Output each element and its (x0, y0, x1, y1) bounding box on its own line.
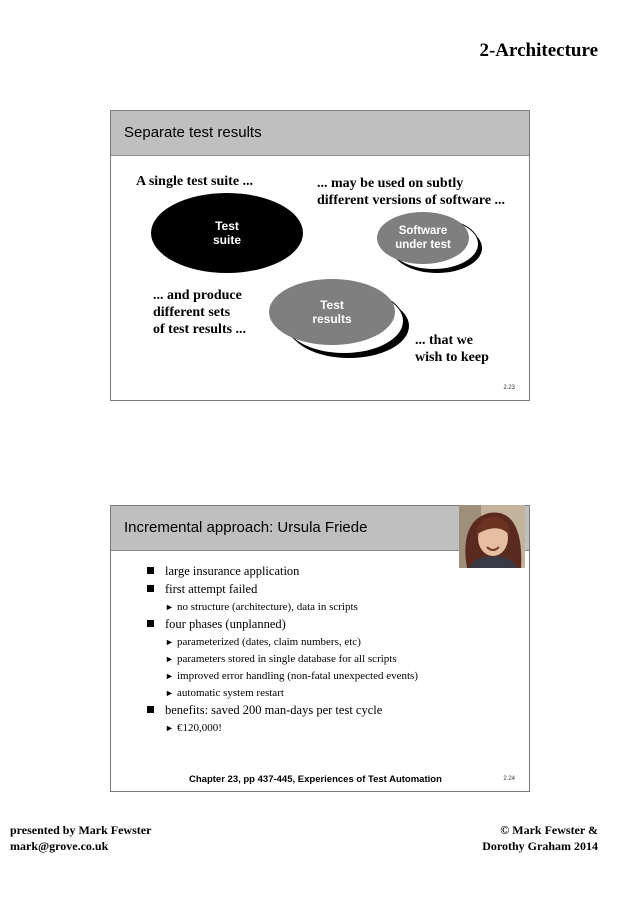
results-label: Test results (312, 298, 352, 326)
bullet-text: no structure (architecture), data in scripts (177, 601, 358, 613)
bullet-text: benefits: saved 200 man-days per test cycle (165, 703, 383, 717)
bullet-item (147, 582, 507, 597)
caption-single-suite: A single test suite ... (136, 174, 254, 189)
bullet-text: automatic system restart (177, 687, 284, 699)
bullet-text: first attempt failed (165, 582, 258, 596)
square-bullet-icon (147, 567, 154, 574)
footer-copyright: © Mark Fewster & Dorothy Graham 2014 (482, 823, 598, 853)
triangle-bullet-icon: ► (165, 654, 174, 664)
slide-title: Incremental approach: Ursula Friede (124, 519, 368, 536)
test-suite-oval (151, 193, 303, 273)
bullet-text: improved error handling (non-fatal unexpected events) (177, 670, 418, 682)
bullet-text: large insurance application (165, 564, 300, 578)
bullet-item (147, 564, 507, 579)
results-oval (269, 279, 395, 345)
bullet-list (147, 564, 507, 738)
square-bullet-icon (147, 620, 154, 627)
triangle-bullet-icon: ► (165, 671, 174, 681)
bullet-item (147, 703, 507, 718)
test-suite-label: Test suite (212, 219, 241, 247)
slide-number: 2.24 (503, 776, 515, 782)
portrait-illustration (459, 505, 525, 568)
square-bullet-icon (147, 706, 154, 713)
software-label: Software under test (395, 225, 451, 251)
footer-presenter: presented by Mark Fewster mark@grove.co.uk (10, 823, 152, 853)
page-title: 2-Architecture (479, 40, 598, 61)
triangle-bullet-icon: ► (165, 723, 174, 733)
sub-bullet-item (165, 600, 507, 614)
triangle-bullet-icon: ► (165, 637, 174, 647)
bullet-text: parameters stored in single database for all scripts (177, 653, 397, 665)
slide-header (111, 111, 529, 156)
square-bullet-icon (147, 585, 154, 592)
sub-bullet-item (165, 635, 507, 649)
triangle-bullet-icon: ► (165, 602, 174, 612)
slide-number: 2.23 (503, 385, 515, 391)
sub-bullet-item (165, 686, 507, 700)
chapter-reference: Chapter 23, pp 437-445, Experiences of Test Automation (189, 774, 442, 785)
slide-separate-test-results (110, 110, 530, 401)
sub-bullet-item (165, 652, 507, 666)
caption-versions: ... may be used on subtly different versions of software ... (317, 176, 506, 208)
software-oval (377, 212, 469, 264)
bullet-text: €120,000! (177, 722, 222, 734)
caption-keep: ... that we wish to keep (415, 333, 489, 365)
bullet-text: four phases (unplanned) (165, 617, 286, 631)
portrait-photo (459, 505, 525, 568)
bullet-item (147, 617, 507, 632)
slide-title: Separate test results (124, 124, 262, 141)
sub-bullet-item (165, 669, 507, 683)
sub-bullet-item (165, 721, 507, 735)
caption-produce: ... and produce different sets of test results ... (153, 288, 247, 337)
bullet-text: parameterized (dates, claim numbers, etc) (177, 636, 361, 648)
triangle-bullet-icon: ► (165, 688, 174, 698)
